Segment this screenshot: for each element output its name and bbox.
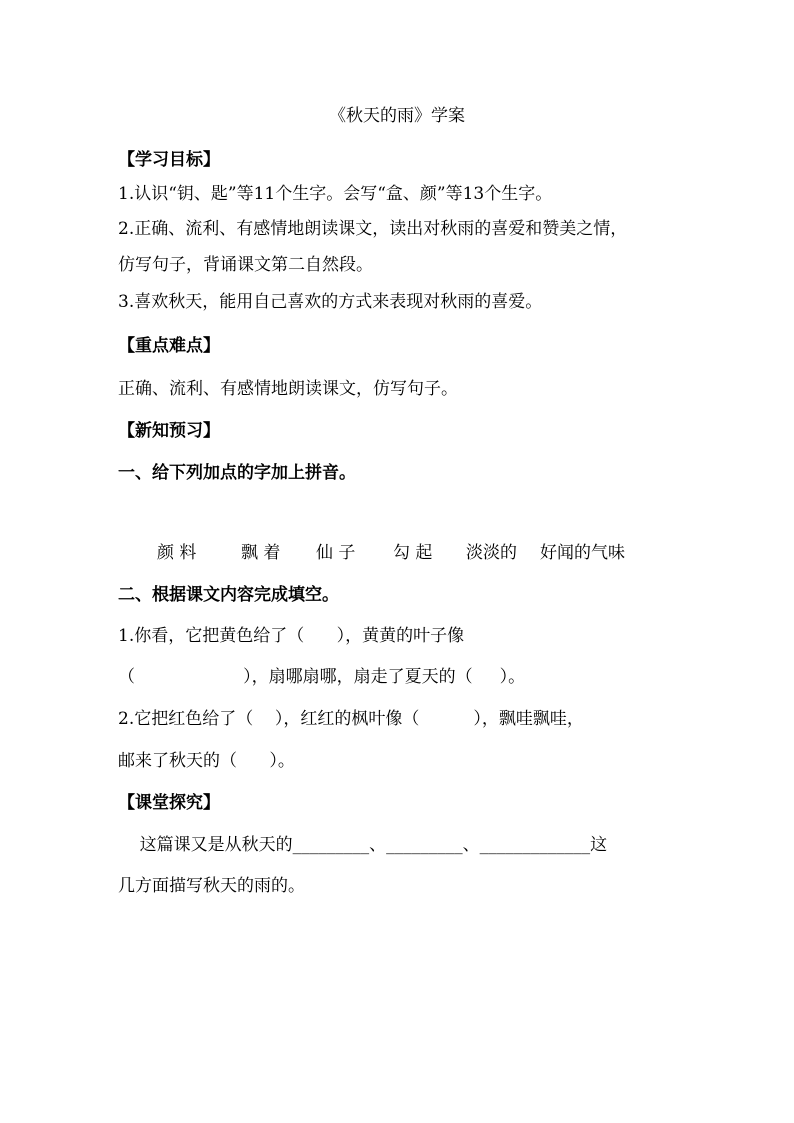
heading-preview: 【新知预习】: [118, 421, 220, 441]
word-item: 飘 着: [241, 543, 281, 563]
fill-line-1: 1.你看，它把黄色给了（ ），黄黄的叶子像: [118, 626, 465, 646]
heading-learning-goals: 【学习目标】: [118, 150, 220, 170]
goal-item-2-cont: 仿写句子，背诵课文第二自然段。: [118, 255, 373, 275]
goal-item-3: 3.喜欢秋天，能用自己喜欢的方式来表现对秋雨的喜爱。: [118, 292, 543, 312]
fill-line-2: （ ），扇哪扇哪，扇走了夏天的（ ）。: [118, 667, 526, 687]
heading-class-inquiry: 【课堂探究】: [118, 793, 220, 813]
question-2: 二、根据课文内容完成填空。: [118, 585, 339, 605]
inquiry-line-2: 几方面描写秋天的雨的。: [118, 876, 305, 896]
page-title: 《秋天的雨》学案: [329, 106, 465, 126]
inquiry-line-1: 这篇课又是从秋天的_________、_________、_____________这: [118, 835, 608, 855]
fill-line-4: 邮来了秋天的（ ）。: [118, 751, 295, 771]
key-points-text: 正确、流利、有感情地朗读课文，仿写句子。: [118, 379, 458, 399]
heading-key-points: 【重点难点】: [118, 336, 220, 356]
pinyin-word-list: [0, 540, 794, 566]
word-item: 颜 料: [157, 543, 197, 563]
word-item: 好闻的气味: [540, 543, 625, 563]
question-1: 一、给下列加点的字加上拼音。: [118, 463, 356, 483]
word-item: 淡淡的: [466, 543, 517, 563]
fill-line-3: 2.它把红色给了（ ），红红的枫叶像（ ），飘哇飘哇，: [118, 709, 584, 729]
word-item: 勾 起: [393, 543, 433, 563]
word-item: 仙 子: [316, 543, 356, 563]
goal-item-1: 1.认识“钥、匙”等11个生字。会写“盒、颜”等13个生字。: [118, 184, 553, 204]
goal-item-2: 2.正确、流利、有感情地朗读课文，读出对秋雨的喜爱和赞美之情，: [118, 219, 628, 239]
